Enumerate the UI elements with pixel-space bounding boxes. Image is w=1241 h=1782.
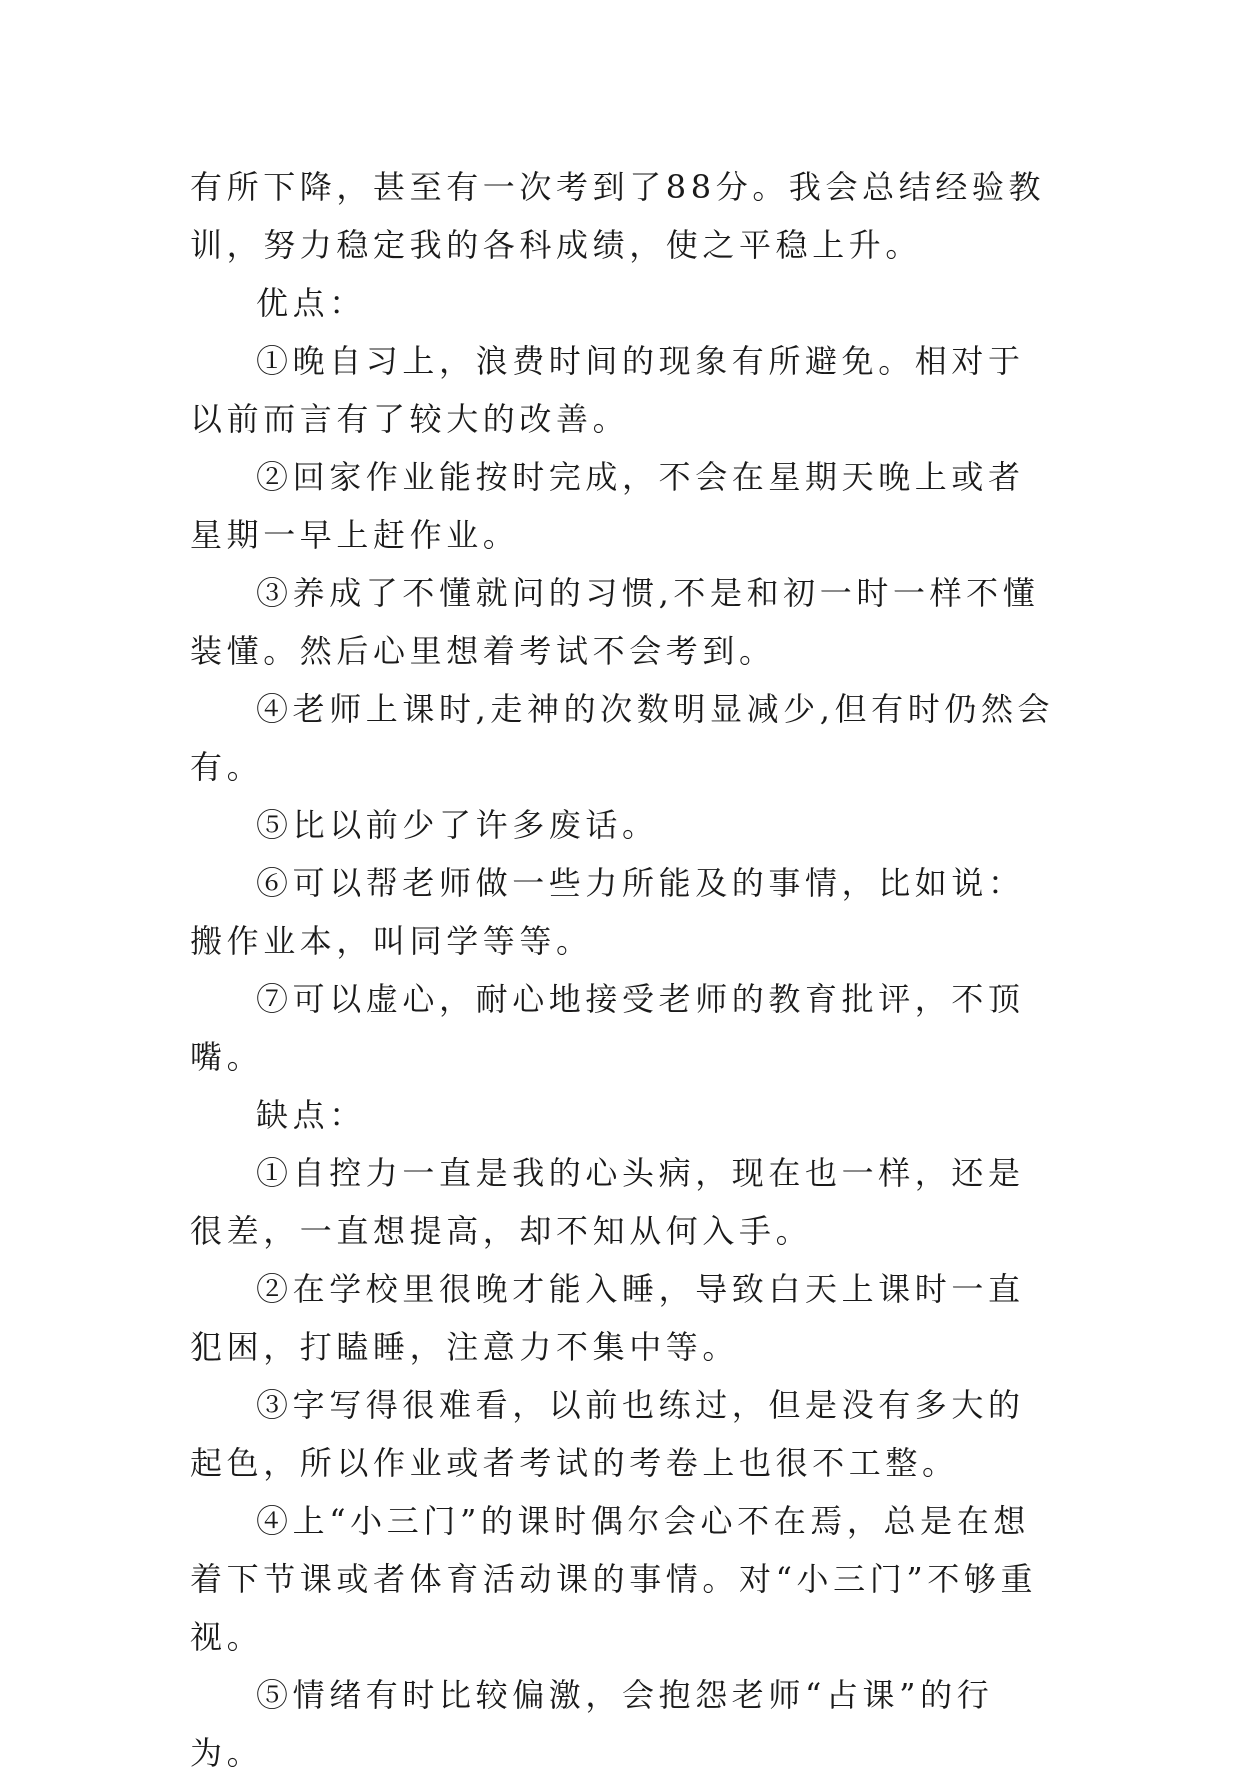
strength-item-1: ①晚自习上，浪费时间的现象有所避免。相对于以前而言有了较大的改善。 [190, 342, 1025, 438]
weakness-item-3: ③字写得很难看，以前也练过，但是没有多大的起色，所以作业或者考试的考卷上也很不工整。 [190, 1386, 1025, 1482]
strength-item-6: ⑥可以帮老师做一些力所能及的事情，比如说：搬作业本，叫同学等等。 [190, 864, 1025, 960]
heading-strengths: 优点： [256, 284, 366, 322]
strength-item-7: ⑦可以虚心，耐心地接受老师的教育批评，不顶嘴。 [190, 980, 1025, 1076]
document-body [190, 158, 1060, 1782]
weakness-item-1: ①自控力一直是我的心头病，现在也一样，还是很差，一直想提高，却不知从何入手。 [190, 1154, 1025, 1250]
weakness-item-4: ④上“小三门”的课时偶尔会心不在焉，总是在想着下节课或者体育活动课的事情。对“小三门”不够重视。 [190, 1502, 1038, 1656]
strength-item-4: ④老师上课时,走神的次数明显减少,但有时仍然会有。 [190, 690, 1055, 786]
strength-item-5: ⑤比以前少了许多废话。 [256, 806, 659, 844]
strength-item-3: ③养成了不懂就问的习惯,不是和初一时一样不懂装懂。然后心里想着考试不会考到。 [190, 574, 1040, 670]
strength-item-2: ②回家作业能按时完成，不会在星期天晚上或者星期一早上赶作业。 [190, 458, 1025, 554]
paragraph-intro: 有所下降，甚至有一次考到了88分。我会总结经验教训，努力稳定我的各科成绩，使之平稳上升。 [190, 168, 1046, 264]
weakness-item-2: ②在学校里很晚才能入睡，导致白天上课时一直犯困，打瞌睡，注意力不集中等。 [190, 1270, 1025, 1366]
weakness-item-5: ⑤情绪有时比较偏激，会抱怨老师“占课”的行为。 [190, 1676, 994, 1772]
heading-weaknesses: 缺点： [256, 1096, 366, 1134]
